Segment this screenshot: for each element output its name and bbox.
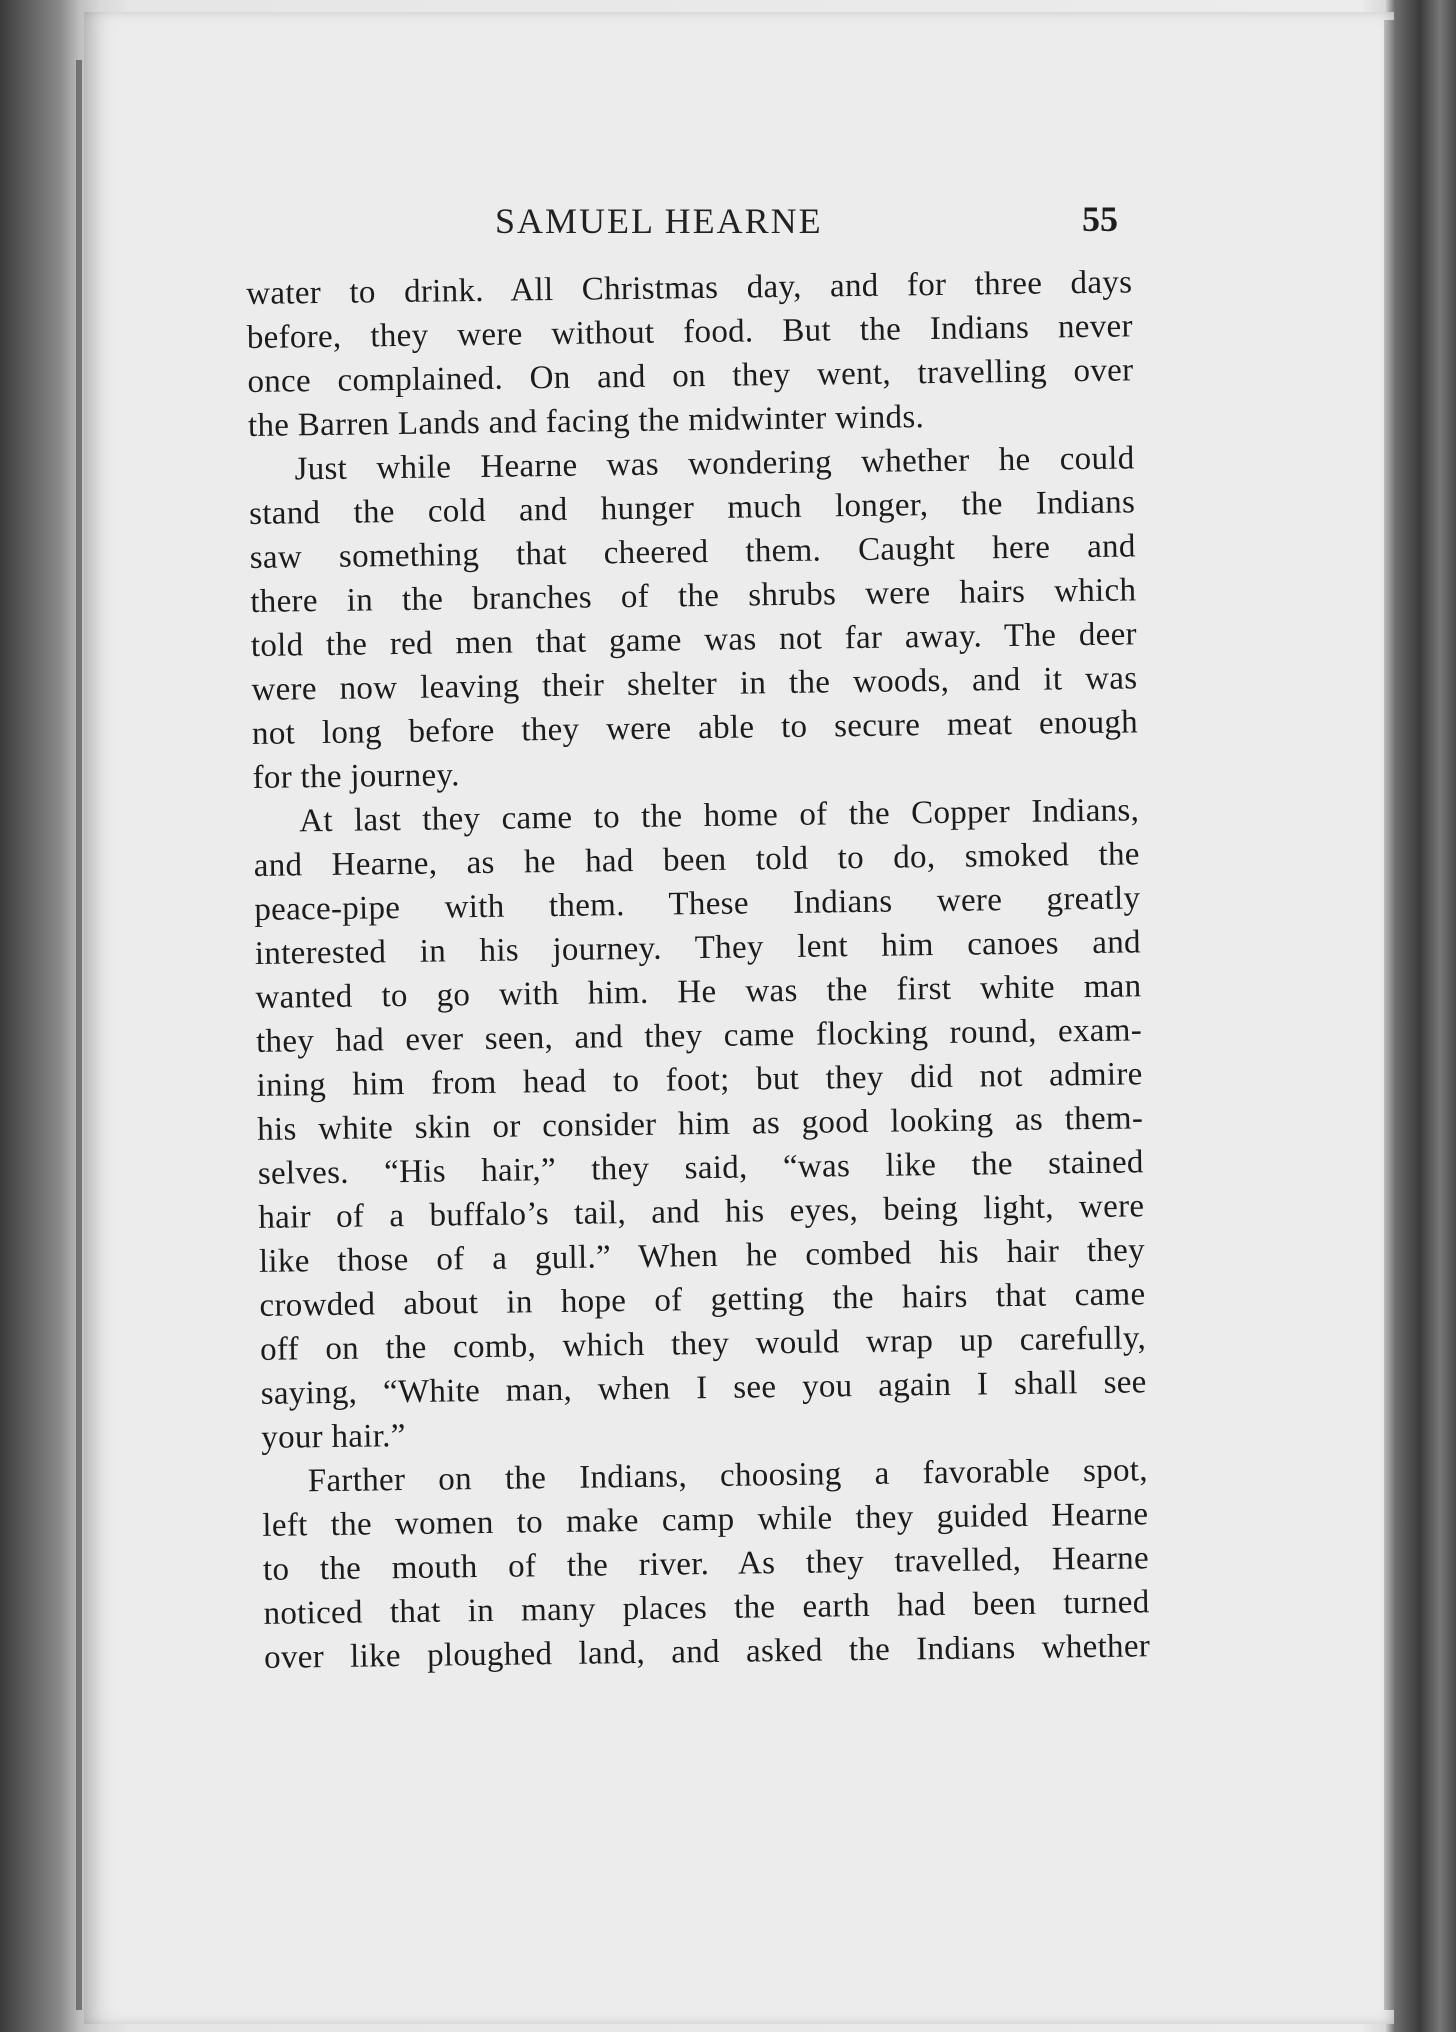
paragraph-2	[248, 436, 1139, 800]
text-line: his white skin or consider him as good looking as them-	[256, 1100, 1144, 1148]
text-line: saying, “White man, when I see you again I shall see	[260, 1364, 1147, 1412]
text-line: off on the comb, which they would wrap up carefully,	[259, 1320, 1147, 1368]
paragraph-3	[253, 788, 1148, 1460]
text-line: once complained. On and on they went, travelling over	[247, 352, 1134, 400]
text-line: they had ever seen, and they came flocking round, exam-	[255, 1012, 1143, 1060]
paragraph-1	[246, 260, 1134, 448]
text-line: hair of a buffalo’s tail, and his eyes, being light, were	[258, 1188, 1145, 1236]
page-stack-edge	[1384, 20, 1394, 2010]
text-line: Just while Hearne was wondering whether he could	[294, 440, 1135, 488]
text-line: over like ploughed land, and asked the Indians whether	[263, 1628, 1151, 1676]
text-line: like those of a gull.” When he combed his hair they	[258, 1232, 1146, 1280]
text-line: ining him from head to foot; but they did not admire	[256, 1056, 1143, 1104]
text-line: your hair.”	[261, 1418, 406, 1456]
running-title: SAMUEL HEARNE	[495, 201, 823, 241]
text-line: the Barren Lands and facing the midwinter winds.	[247, 399, 925, 444]
text-line: noticed that in many places the earth had been turned	[263, 1584, 1150, 1632]
text-line: stand the cold and hunger much longer, the Indians	[248, 484, 1136, 532]
text-line: water to drink. All Christmas day, and for three days	[246, 264, 1133, 312]
running-head	[250, 190, 1130, 250]
text-line: before, they were without food. But the Indians never	[246, 308, 1134, 356]
text-line: left the women to make camp while they guided Hearne	[262, 1496, 1149, 1544]
text-line: were now leaving their shelter in the woods, and it was	[251, 660, 1138, 708]
text-line: Farther on the Indians, choosing a favorable spot,	[307, 1452, 1148, 1500]
page-number: 55	[1082, 199, 1118, 239]
text-line: crowded about in hope of getting the hairs that came	[259, 1276, 1146, 1324]
text-line: and Hearne, as he had been told to do, smoked the	[253, 836, 1140, 884]
text-line: selves. “His hair,” they said, “was like the stained	[257, 1144, 1144, 1192]
paragraph-4	[262, 1448, 1151, 1680]
text-line: not long before they were able to secure meat enough	[251, 704, 1139, 752]
text-line: to the mouth of the river. As they travelled, Hearne	[262, 1540, 1150, 1588]
text-line: wanted to go with him. He was the first white man	[255, 968, 1142, 1016]
text-line: interested in his journey. They lent him canoes and	[254, 924, 1142, 972]
binding-shadow	[76, 60, 82, 2010]
text-line: saw something that cheered them. Caught here and	[249, 528, 1136, 576]
text-line: told the red men that game was not far away. The deer	[250, 616, 1138, 664]
text-line: peace-pipe with them. These Indians were greatly	[254, 880, 1141, 928]
body-text	[246, 260, 1150, 1679]
text-line: there in the branches of the shrubs were hairs which	[250, 572, 1137, 620]
text-line: for the journey.	[252, 757, 460, 796]
text-line: At last they came to the home of the Copper Indians,	[298, 792, 1140, 840]
